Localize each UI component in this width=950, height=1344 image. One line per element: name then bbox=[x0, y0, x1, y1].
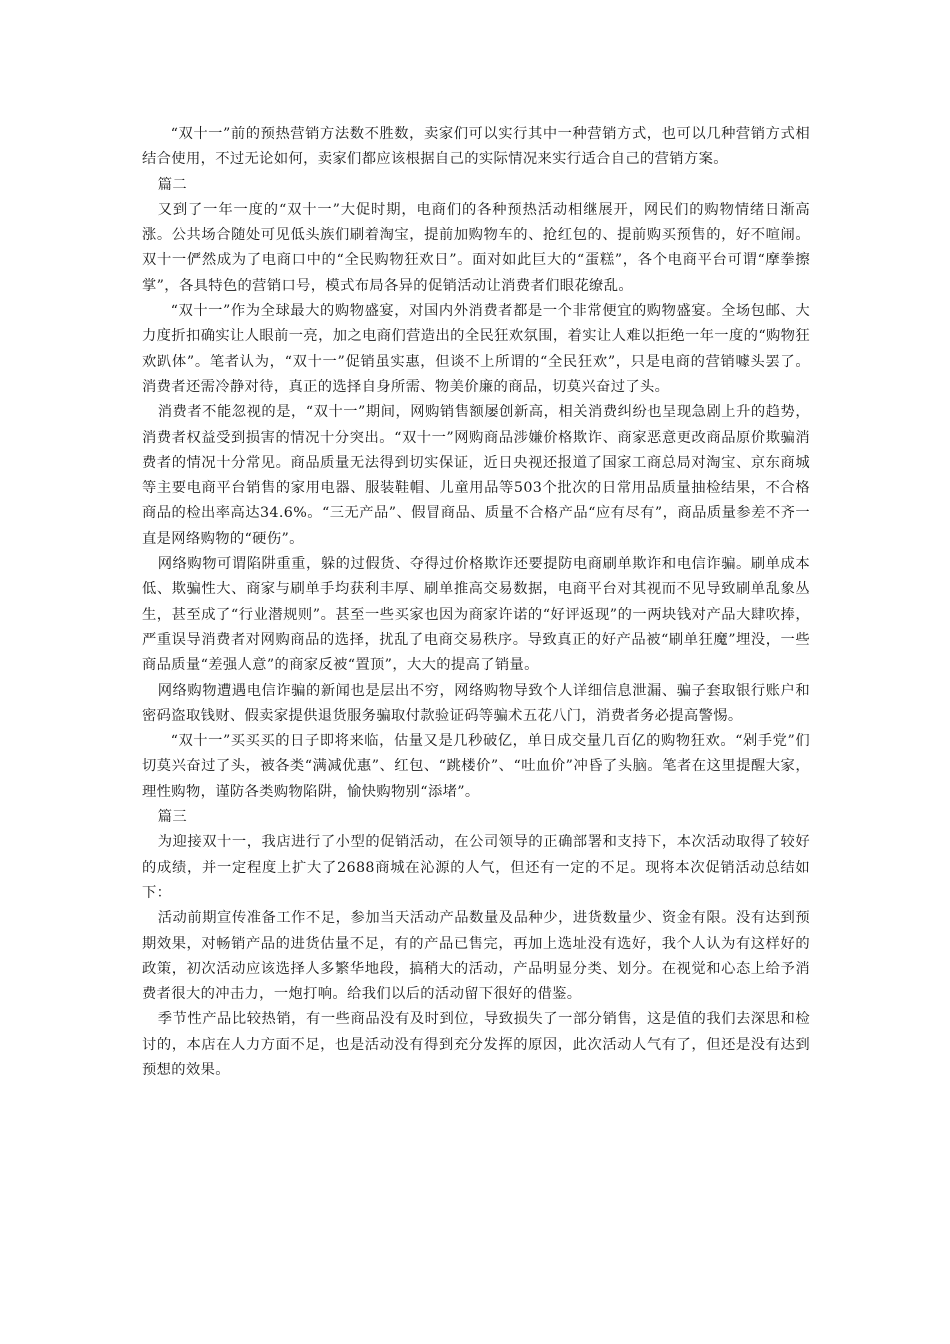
paragraph: 又到了一年一度的“双十一”大促时期，电商们的各种预热活动相继展开，网民们的购物情绪日渐高涨。公共场合随处可见低头族们刷着淘宝，提前加购物车的、抢红包的、提前购买预售的，好不喧闹。双十一俨然成为了电商口中的“全民购物狂欢日”。面对如此巨大的“蛋糕”，各个电商平台可谓“摩拳擦掌”，各具特色的营销口号，模式布局各异的促销活动让消费者们眼花缭乱。 bbox=[142, 201, 810, 294]
paragraph: “双十一”买买买的日子即将来临，估量又是几秒破亿，单日成交量几百亿的购物狂欢。“剁手党”们切莫兴奋过了头，被各类“满减优惠”、红包、“跳楼价”、“吐血价”冲昏了头脑。笔者在这里提醒大家，理性购物，谨防各类购物陷阱，愉快购物别“添堵”。 bbox=[142, 733, 810, 800]
paragraph: 活动前期宣传准备工作不足，参加当天活动产品数量及品种少，进货数量少、资金有限。没有达到预期效果，对畅销产品的进货估量不足，有的产品已售完，再加上选址没有选好，我个人认为有这样好的政策，初次活动应该选择人多繁华地段，搞稍大的活动，产品明显分类、划分。在视觉和心态上给予消费者很大的冲击力，一炮打响。给我们以后的活动留下很好的借鉴。 bbox=[142, 910, 810, 1003]
paragraph: “双十一”作为全球最大的购物盛宴，对国内外消费者都是一个非常便宜的购物盛宴。全场包邮、大力度折扣确实让人眼前一亮，加之电商们营造出的全民狂欢氛围，着实让人难以拒绝一年一度的“购物狂欢趴体”。笔者认为，“双十一”促销虽实惠，但谈不上所谓的“全民狂欢”，只是电商的营销噱头罢了。消费者还需冷静对待，真正的选择自身所需、物美价廉的商品，切莫兴奋过了头。 bbox=[142, 303, 810, 395]
paragraph: “双十一”前的预热营销方法数不胜数，卖家们可以实行其中一种营销方式，也可以几种营销方式相结合使用，不过无论如何，卖家们都应该根据自己的实际情况来实行适合自己的营销方案。 bbox=[142, 126, 810, 168]
paragraph: 为迎接双十一，我店进行了小型的促销活动，在公司领导的正确部署和支持下，本次活动取得了较好的成绩，并一定程度上扩大了2688商城在沁源的人气，但还有一定的不足。现将本次促销活动总结如下： bbox=[142, 834, 810, 901]
document-body bbox=[142, 122, 810, 1083]
paragraph: 网络购物遭遇电信诈骗的新闻也是层出不穷，网络购物导致个人详细信息泄漏、骗子套取银行账户和密码盗取钱财、假卖家提供退货服务骗取付款验证码等骗术五花八门，消费者务必提高警惕。 bbox=[142, 682, 810, 724]
paragraph: 季节性产品比较热销，有一些商品没有及时到位，导致损失了一部分销售，这是值的我们去深思和检讨的，本店在人力方面不足，也是活动没有得到充分发挥的原因，此次活动人气有了，但还是没有达到预想的效果。 bbox=[142, 1011, 810, 1078]
section-heading: 篇三 bbox=[157, 809, 188, 826]
section-heading: 篇二 bbox=[157, 176, 188, 193]
paragraph: 消费者不能忽视的是，“双十一”期间，网购销售额屡创新高，相关消费纠纷也呈现急剧上升的趋势，消费者权益受到损害的情况十分突出。“双十一”网购商品涉嫌价格欺诈、商家恶意更改商品原价欺骗消费者的情况十分常见。商品质量无法得到切实保证，近日央视还报道了国家工商总局对淘宝、京东商城等主要电商平台销售的家用电器、服装鞋帽、儿童用品等503个批次的日常用品质量抽检结果，不合格商品的检出率高达34.6%。“三无产品”、假冒商品、质量不合格产品“应有尽有”，商品质量参差不齐一直是网络购物的“硬伤”。 bbox=[142, 404, 810, 547]
paragraph: 网络购物可谓陷阱重重，躲的过假货、夺得过价格欺诈还要提防电商刷单欺诈和电信诈骗。刷单成本低、欺骗性大、商家与刷单手均获利丰厚、刷单推高交易数据，电商平台对其视而不见导致刷单乱象丛生，甚至成了“行业潜规则”。甚至一些买家也因为商家许诺的“好评返现”的一两块钱对产品大肆吹捧，严重误导消费者对网购商品的选择，扰乱了电商交易秩序。导致真正的好产品被“刷单狂魔”埋没，一些商品质量“差强人意”的商家反被“置顶”，大大的提高了销量。 bbox=[142, 556, 810, 674]
